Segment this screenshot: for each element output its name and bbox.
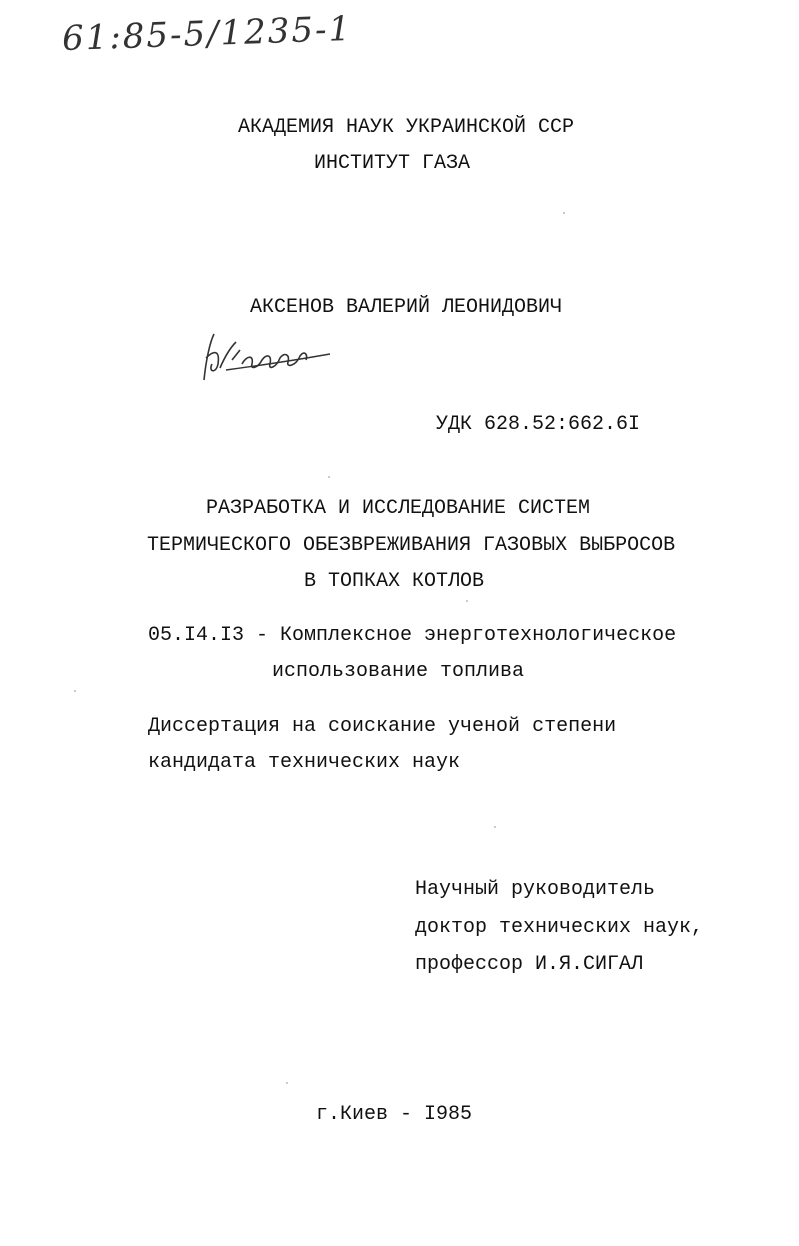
academy-name: АКАДЕМИЯ НАУК УКРАИНСКОЙ ССР [238,116,575,139]
scan-speck [74,690,76,692]
supervisor-line-1: Научный руководитель [415,878,656,901]
scan-speck [328,476,330,478]
author-name: АКСЕНОВ ВАЛЕРИЙ ЛЕОНИДОВИЧ [250,296,563,319]
supervisor-line-3: профессор И.Я.СИГАЛ [415,953,644,976]
specialty-line-2: использование топлива [272,660,525,683]
udc-code: УДК 628.52:662.6I [436,413,641,436]
dissertation-line-1: Диссертация на соискание ученой степени [148,715,617,738]
dissertation-line-2: кандидата технических наук [148,751,461,774]
title-line-1: РАЗРАБОТКА И ИССЛЕДОВАНИЕ СИСТЕМ [206,497,591,520]
supervisor-line-2: доктор технических наук, [415,916,704,939]
scan-speck [286,1082,288,1084]
scan-speck [563,212,565,214]
title-line-3: В ТОПКАХ КОТЛОВ [304,570,485,593]
archive-mark: 61:85-5/1235-1 [61,8,353,60]
scan-speck [494,826,496,828]
title-line-2: ТЕРМИЧЕСКОГО ОБЕЗВРЕЖИВАНИЯ ГАЗОВЫХ ВЫБРОСОВ [147,534,676,557]
place-year: г.Киев - I985 [316,1103,473,1126]
specialty-line-1: 05.I4.I3 - Комплексное энерготехнологическое [148,624,677,647]
institute-name: ИНСТИТУТ ГАЗА [314,152,471,175]
scan-speck [466,600,468,602]
